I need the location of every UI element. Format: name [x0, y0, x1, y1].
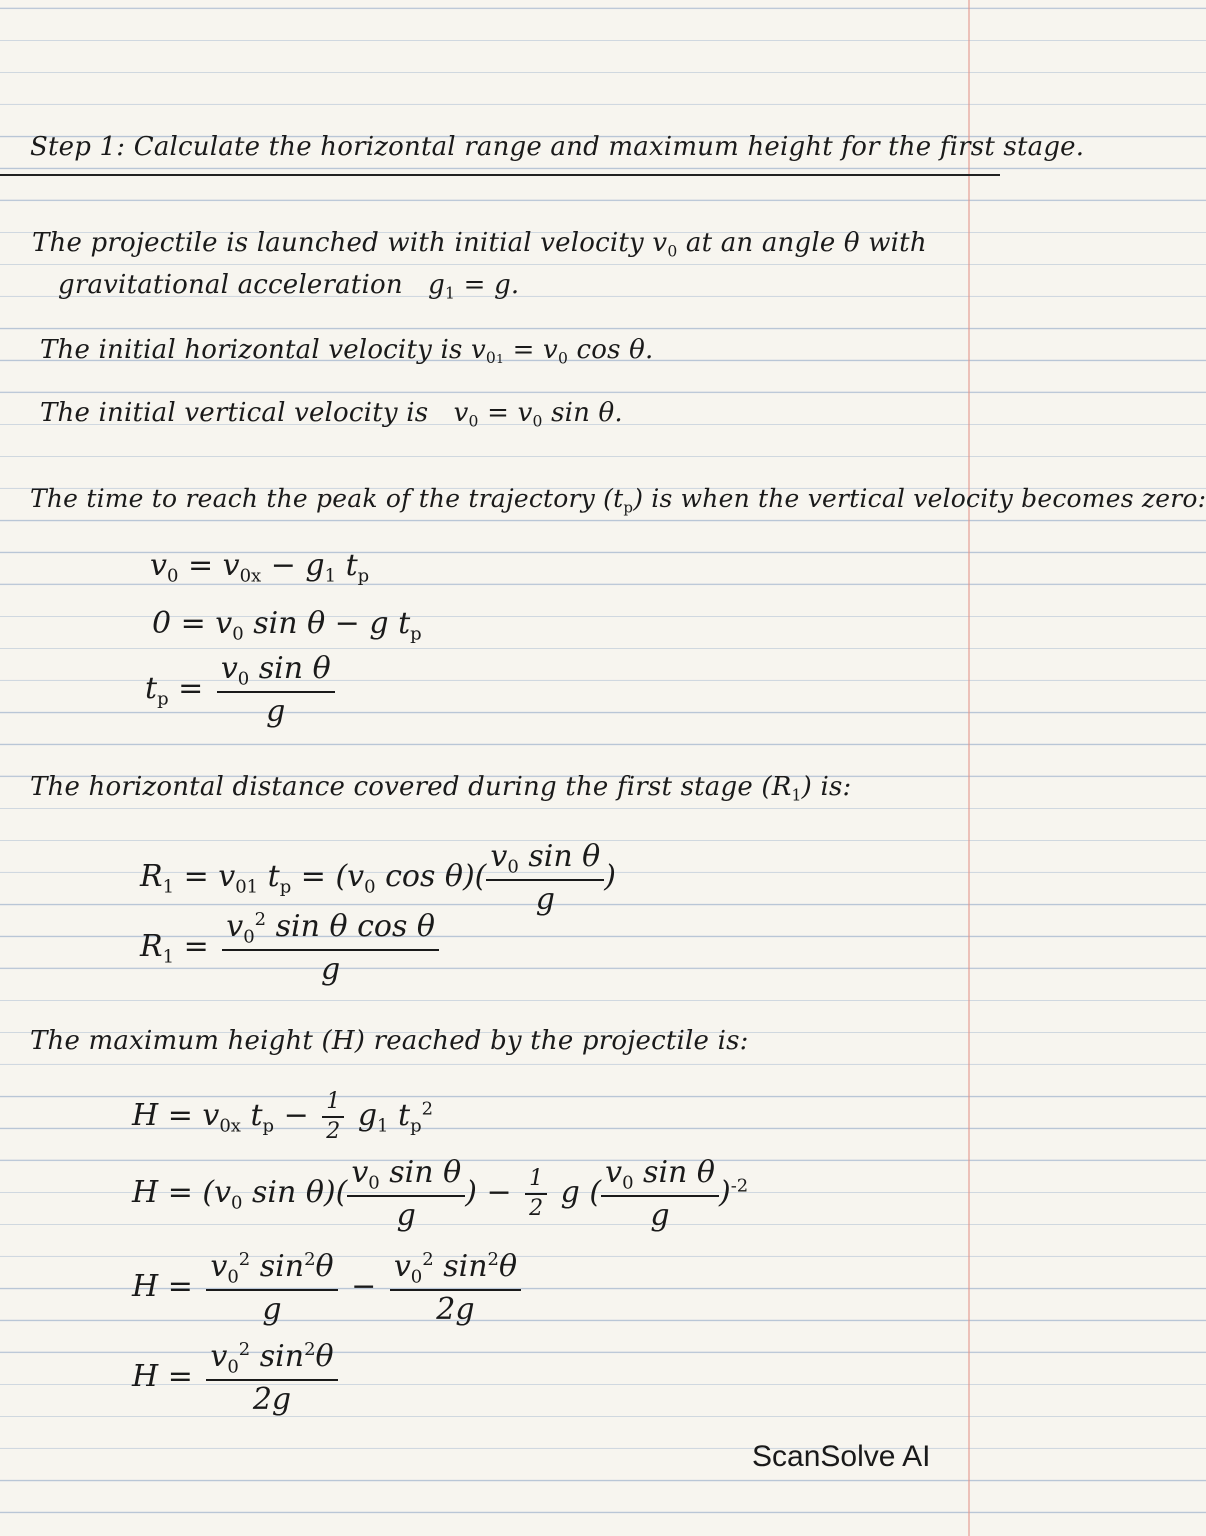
intro-text-a: The projectile is launched with initial velocity [32, 228, 644, 258]
step-heading: Step 1: Calculate the horizontal range and maximum height for the first stage. [30, 132, 1085, 162]
eq-height-4: H = $\frac{v_0^2 \sin^2\theta}{2g}$ [132, 1340, 342, 1416]
intro-text-c: gravitational acceleration [58, 270, 403, 300]
vertical-velocity-text: The initial vertical velocity is [40, 398, 429, 428]
eq-height-1: $H = v_{0x}$ $t_p$ − $\frac{1}{2}$ $g_1$ $t_p^2$ [132, 1089, 434, 1145]
eq-peak-1: $v_0 = v_{0x} - g_1$ $t_p$ [150, 548, 370, 587]
vertical-velocity-line: The initial vertical velocity is $v_0 = v_0$ sin θ. [40, 398, 623, 431]
horizontal-velocity-text: The initial horizontal velocity is [40, 335, 463, 365]
brand-logo: ScanSolve AI [752, 1440, 931, 1473]
intro-line-2: gravitational acceleration $g_1 = g$. [58, 270, 520, 303]
range-text-b: is: [820, 772, 852, 802]
range-line: The horizontal distance covered during the first stage $(R_1)$ is: [30, 772, 852, 805]
eq-height-3: H = $\frac{v_0^2 \sin^2\theta}{g}$ − $\frac{v_0^2 \sin^2\theta}{2g}$ [132, 1250, 525, 1326]
range-text: The horizontal distance covered during the first stage [30, 772, 753, 802]
intro-line-1: The projectile is launched with initial velocity $v_0$ at an angle θ with [32, 228, 927, 261]
eq-peak-3: $t_p$ = $\frac{v_0 \sin \theta}{g}$ [145, 652, 339, 728]
horizontal-velocity-line: The initial horizontal velocity is $v_{01} = v_0$ cos θ. [40, 335, 654, 368]
eq-peak-2: $0 = v_0$ sin θ − g $t_p$ [152, 606, 422, 645]
eq-range-1: $R_1 = v_{01}$ $t_p = (v_0$ cos θ)( $\frac{v_0 \sin \theta}{g}$ ) [140, 839, 616, 918]
peak-time-text-b: is when the vertical velocity becomes zero: [651, 484, 1206, 513]
height-line: The maximum height (H) reached by the projectile is: [30, 1026, 749, 1056]
heading-underline [0, 174, 1000, 176]
eq-range-2: $R_1$ = $\frac{v_0^2 \sin \theta \cos \theta}{g}$ [140, 910, 443, 986]
peak-time-line: The time to reach the peak of the trajectory $(t_p)$ is when the vertical velocity becomes zero: [30, 484, 1206, 517]
eq-height-2: $H = (v_0$ sin θ)( $\frac{v_0 \sin \theta}{g}$ ) − $\frac{1}{2}$ g ( $\frac{v_0 \sin \theta}{g}$ )$^{-2}$ [132, 1155, 749, 1234]
peak-time-text: The time to reach the peak of the trajectory [30, 484, 596, 513]
intro-text-b: at an angle θ with [685, 228, 927, 258]
